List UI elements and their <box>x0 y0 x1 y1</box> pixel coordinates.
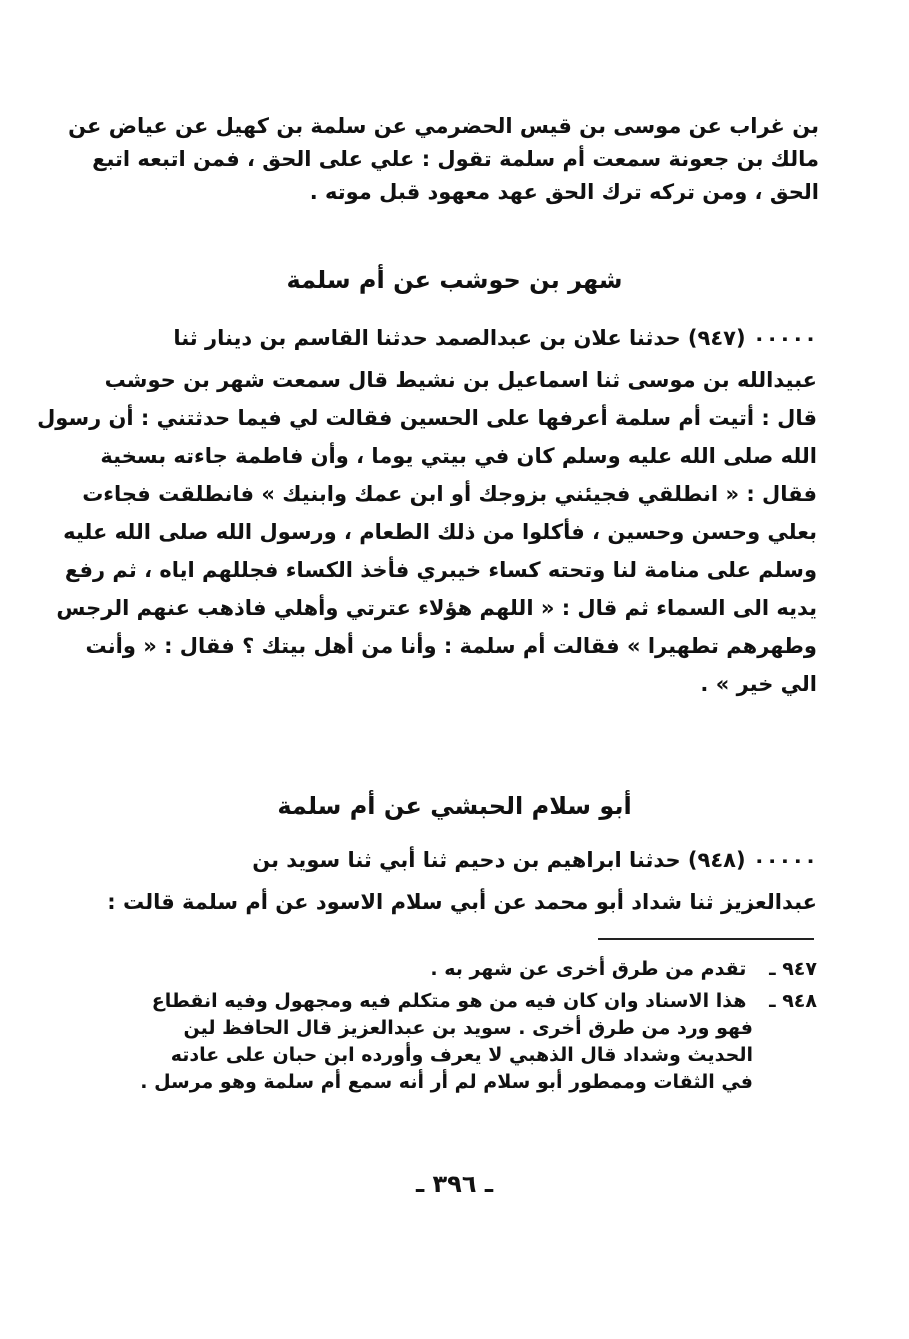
footnote-948 <box>97 988 817 1096</box>
footnote-line <box>97 956 817 983</box>
footnote-separator <box>598 938 814 940</box>
text-line: الحق ، ومن تركه ترك الحق عهد معهود قبل موته . <box>309 180 819 204</box>
top-paragraph <box>68 112 819 206</box>
hadith-paragraph-948 <box>97 846 817 916</box>
text-line: الله صلى الله عليه وسلم كان في بيتي يوما ، وأن فاطمة جاءته بسخية <box>100 444 817 468</box>
text-line: وسلم على منامة لنا وتحته كساء خيبري فأخذ الكساء فجللهم اياه ، ثم رفع <box>64 558 817 582</box>
text-line: فقال : « انطلقي فجيئني بزوجك أو ابن عمك وابنيك » فانطلقت فجاءت <box>82 482 817 506</box>
section-heading: شهر بن حوشب عن أم سلمة <box>286 266 623 294</box>
footnote-text: هذا الاسناد وان كان فيه من هو متكلم فيه ومجهول وفيه انقطاع <box>151 990 747 1012</box>
text-line: بن غراب عن موسى بن قيس الحضرمي عن سلمة بن كهيل عن عياض عن <box>68 114 819 138</box>
footnote-line: فهو ورد من طرق أخرى . سويد بن عبدالعزيز قال الحافظ لين <box>183 1017 753 1039</box>
text-line: الي خير » . <box>700 672 817 696</box>
page-number: ـ ٣٩٦ ـ <box>415 1170 494 1198</box>
text-line: قال : أتيت أم سلمة أعرفها على الحسين فقالت لي فيما حدثتني : أن رسول <box>37 406 817 430</box>
footnote-line: في الثقات وممطور أبو سلام لم أر أنه سمع أم سلمة وهو مرسل . <box>140 1071 753 1093</box>
footnote-line: الحديث وشداد قال الذهبي لا يعرف وأورده ابن حبان على عادته <box>170 1044 753 1066</box>
text-line: عبدالعزيز ثنا شداد أبو محمد عن أبي سلام الاسود عن أم سلمة قالت : <box>107 890 817 914</box>
footnote-947 <box>97 956 817 983</box>
text-line: ٠٠٠٠٠ (٩٤٧) حدثنا علان بن عبدالصمد حدثنا القاسم بن دينار ثنا <box>173 326 817 350</box>
footnote-number: ٩٤٧ ـ <box>769 958 817 980</box>
footnote-number: ٩٤٨ ـ <box>769 990 817 1012</box>
text-line: وطهرهم تطهيرا » فقالت أم سلمة : وأنا من أهل بيتك ؟ فقال : « وأنت <box>85 634 817 658</box>
text-line: عبيدالله بن موسى ثنا اسماعيل بن نشيط قال سمعت شهر بن حوشب <box>104 368 817 392</box>
hadith-paragraph-947 <box>37 324 817 698</box>
text-line: بعلي وحسن وحسين ، فأكلوا من ذلك الطعام ، ورسول الله صلى الله عليه <box>63 520 817 544</box>
text-line: ٠٠٠٠٠ (٩٤٨) حدثنا ابراهيم بن دحيم ثنا أبي ثنا سويد بن <box>252 848 817 872</box>
section-heading: أبو سلام الحبشي عن أم سلمة <box>277 792 632 820</box>
text-line: يديه الى السماء ثم قال : « اللهم هؤلاء عترتي وأهلي فاذهب عنهم الرجس <box>56 596 817 620</box>
footnote-line <box>97 988 817 1015</box>
footnote-text: تقدم من طرق أخرى عن شهر به . <box>430 958 747 980</box>
text-line: مالك بن جعونة سمعت أم سلمة تقول : علي على الحق ، فمن اتبعه اتبع <box>92 147 819 171</box>
